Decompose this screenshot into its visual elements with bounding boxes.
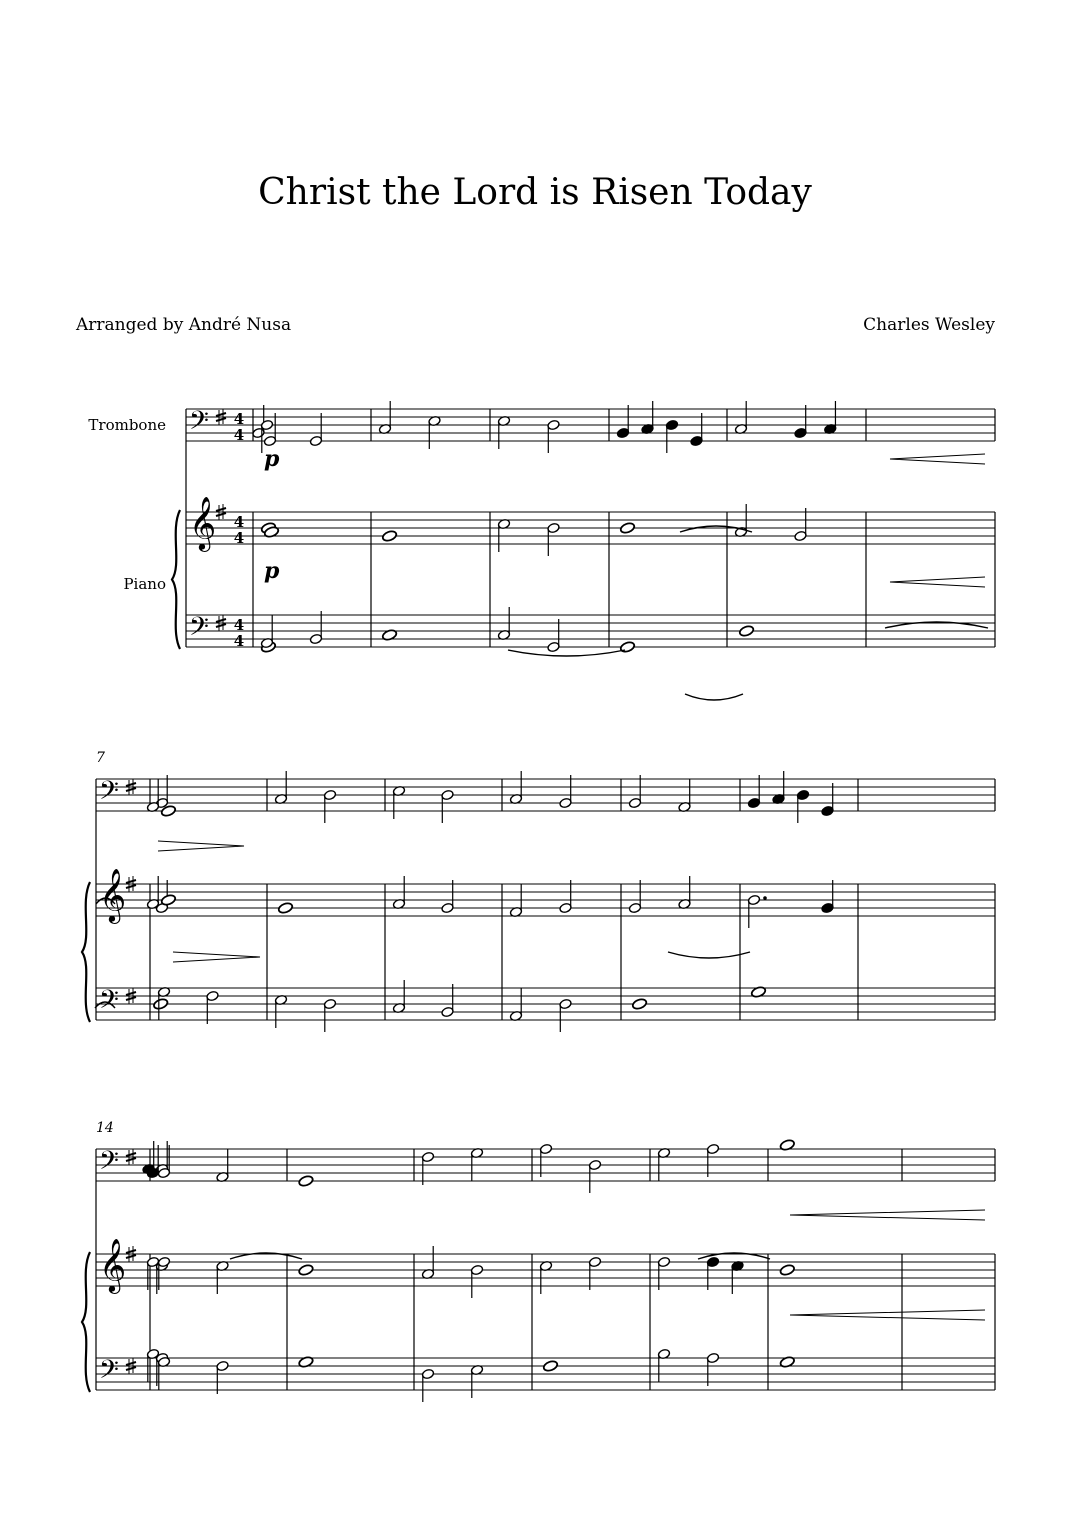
trombone-note — [796, 789, 809, 823]
instrument-label-piano: Piano — [123, 575, 166, 593]
piano-rh-note — [157, 1256, 170, 1290]
time-signature-numerator: 4 — [233, 513, 245, 532]
piano-treble-staff — [186, 512, 995, 544]
piano-lh-note — [470, 1364, 483, 1398]
trombone-note — [298, 1175, 314, 1188]
trombone-note — [378, 401, 391, 435]
piano-bass-staff — [186, 615, 995, 647]
trombone-note — [747, 775, 760, 809]
piano-rh-note — [509, 884, 522, 918]
trombone-note — [678, 779, 691, 813]
time-signature-numerator: 4 — [233, 410, 245, 429]
notation-layer — [82, 401, 995, 1402]
piano-rh-note — [734, 504, 747, 538]
piano-bass-staff — [96, 988, 995, 1020]
trombone-note — [470, 1147, 483, 1181]
piano-rh-note — [779, 1264, 795, 1277]
piano-rh-note — [678, 876, 691, 910]
composer-credit: Charles Wesley — [863, 315, 995, 335]
piano-lh-note — [632, 998, 648, 1011]
time-signature-denominator: 4 — [233, 426, 245, 445]
treble-clef-icon: 𝄞 — [99, 867, 127, 922]
piano-rh-note — [382, 530, 398, 543]
piano-treble-staff — [96, 884, 995, 916]
trombone-note — [641, 401, 654, 435]
piano-lh-note — [146, 1348, 159, 1382]
sharp-stroke — [126, 1153, 136, 1156]
trombone-note — [274, 771, 287, 805]
measure-number-7: 7 — [96, 750, 105, 766]
crescendo-hairpin — [890, 454, 985, 464]
trombone-note — [772, 771, 785, 805]
piano-rh-note — [298, 1264, 314, 1277]
sharp-stroke — [126, 992, 136, 995]
piano-rh-note — [277, 902, 293, 915]
piano-lh-note — [441, 984, 454, 1018]
crescendo-hairpin — [890, 577, 985, 587]
trombone-note — [146, 779, 159, 813]
trombone-note — [142, 1141, 155, 1175]
trombone-note — [657, 1147, 670, 1181]
piano-lh-note — [542, 1360, 558, 1373]
sharp-stroke — [126, 783, 136, 786]
trombone-note — [497, 415, 510, 449]
time-signature-denominator: 4 — [233, 632, 245, 651]
time-signature-denominator: 4 — [233, 529, 245, 548]
treble-clef-icon: 𝄞 — [189, 495, 217, 550]
sharp-stroke — [216, 513, 226, 516]
tie — [668, 952, 750, 958]
piano-rh-note — [559, 880, 572, 914]
notehead — [298, 1175, 314, 1188]
trombone-note — [428, 415, 441, 449]
piano-rh-note — [470, 1264, 483, 1298]
piano-lh-note — [392, 980, 405, 1014]
trombone-note — [824, 401, 837, 435]
bass-clef-icon: 𝄢 — [99, 1354, 119, 1391]
piano-rh-note — [497, 518, 510, 552]
piano-brace — [82, 1252, 90, 1392]
trombone-note — [616, 405, 629, 439]
piano-rh-note — [547, 522, 560, 556]
piano-lh-note — [547, 619, 560, 653]
piano-lh-note — [497, 607, 510, 641]
sharp-stroke — [216, 508, 226, 511]
piano-lh-note — [323, 998, 336, 1032]
bass-clef-icon: 𝄢 — [99, 1145, 119, 1182]
tie — [508, 650, 625, 656]
notehead — [739, 625, 755, 638]
piano-lh-note — [619, 641, 635, 654]
sharp-stroke — [216, 413, 226, 416]
piano-lh-note — [309, 611, 322, 645]
trombone-note — [559, 775, 572, 809]
trombone-note — [539, 1143, 552, 1177]
piano-rh-note — [421, 1246, 434, 1280]
trombone-note — [216, 1149, 229, 1183]
piano-rh-note — [628, 880, 641, 914]
sharp-stroke — [126, 880, 136, 883]
piano-lh-note — [206, 990, 219, 1024]
dynamic-marking-piano: p — [264, 558, 280, 584]
trombone-note — [509, 771, 522, 805]
crescendo-hairpin — [790, 1310, 985, 1320]
sharp-stroke — [216, 624, 226, 627]
piano-rh-note — [216, 1260, 229, 1294]
notehead — [382, 530, 398, 543]
decrescendo-hairpin — [158, 841, 244, 851]
piano-bass-staff — [96, 1358, 995, 1390]
notehead — [298, 1264, 314, 1277]
piano-rh-note — [619, 522, 635, 535]
piano-rh-note — [794, 508, 807, 542]
bass-clef-icon: 𝄢 — [189, 611, 209, 648]
piano-lh-note — [657, 1348, 670, 1382]
piano-rh-note — [539, 1260, 552, 1294]
notehead — [542, 1360, 558, 1373]
piano-brace — [172, 510, 180, 649]
piano-rh-note — [392, 876, 405, 910]
trombone-note — [157, 1145, 170, 1179]
notehead — [277, 902, 293, 915]
piano-rh-note — [706, 1256, 719, 1290]
arranger-credit: Arranged by André Nusa — [76, 315, 292, 335]
sharp-stroke — [126, 788, 136, 791]
trombone-note — [821, 783, 834, 817]
notehead — [619, 641, 635, 654]
dynamic-marking-trombone: p — [264, 446, 280, 472]
sharp-stroke — [126, 1158, 136, 1161]
trombone-note — [665, 419, 678, 453]
piano-rh-note — [588, 1256, 601, 1290]
piano-lh-note — [739, 625, 755, 638]
piano-lh-note — [153, 998, 169, 1011]
sharp-stroke — [216, 418, 226, 421]
bass-clef-icon: 𝄢 — [99, 775, 119, 812]
notehead — [632, 998, 648, 1011]
piano-lh-note — [274, 994, 287, 1028]
trombone-staff — [186, 409, 995, 441]
trombone-note — [690, 413, 703, 447]
piano-rh-note — [441, 880, 454, 914]
decrescendo-hairpin — [173, 952, 260, 962]
measure-number-14: 14 — [96, 1120, 114, 1136]
piano-lh-note — [421, 1368, 434, 1402]
piano-lh-note — [509, 988, 522, 1022]
piano-brace — [82, 882, 90, 1022]
sharp-stroke — [216, 619, 226, 622]
trombone-note — [794, 405, 807, 439]
notehead — [619, 522, 635, 535]
trombone-note — [547, 419, 560, 453]
trombone-staff — [96, 779, 995, 811]
piano-lh-note — [559, 998, 572, 1032]
piano-rh-note — [821, 880, 834, 914]
piano-rh-note — [160, 894, 176, 907]
instrument-label-trombone: Trombone — [88, 416, 166, 434]
bass-clef-icon: 𝄢 — [99, 984, 119, 1021]
trombone-note — [706, 1143, 719, 1177]
notehead — [779, 1264, 795, 1277]
trombone-note — [421, 1151, 434, 1185]
crescendo-hairpin — [790, 1210, 985, 1220]
piano-lh-note — [157, 1356, 170, 1390]
bass-clef-icon: 𝄢 — [189, 405, 209, 442]
page-title: Christ the Lord is Risen Today — [258, 172, 812, 213]
sharp-stroke — [126, 997, 136, 1000]
piano-lh-note — [260, 615, 273, 649]
trombone-note — [441, 789, 454, 823]
augmentation-dot — [763, 896, 767, 900]
piano-rh-note — [747, 894, 766, 928]
trombone-note — [323, 789, 336, 823]
trombone-note — [588, 1159, 601, 1193]
piano-rh-note — [146, 1256, 159, 1290]
sharp-stroke — [126, 1250, 136, 1253]
piano-lh-note — [706, 1352, 719, 1386]
piano-rh-note — [146, 876, 159, 910]
piano-lh-note — [216, 1360, 229, 1394]
trombone-note — [392, 785, 405, 819]
trombone-note — [628, 775, 641, 809]
time-signature-numerator: 4 — [233, 616, 245, 635]
sharp-stroke — [126, 885, 136, 888]
piano-rh-note — [731, 1260, 744, 1294]
treble-clef-icon: 𝄞 — [99, 1237, 127, 1292]
sharp-stroke — [126, 1255, 136, 1258]
tie — [685, 694, 743, 700]
notehead — [160, 894, 176, 907]
sharp-stroke — [126, 1367, 136, 1370]
trombone-note — [734, 401, 747, 435]
sharp-stroke — [126, 1362, 136, 1365]
trombone-note — [309, 413, 322, 447]
piano-rh-note — [657, 1256, 670, 1290]
notehead — [153, 998, 169, 1011]
